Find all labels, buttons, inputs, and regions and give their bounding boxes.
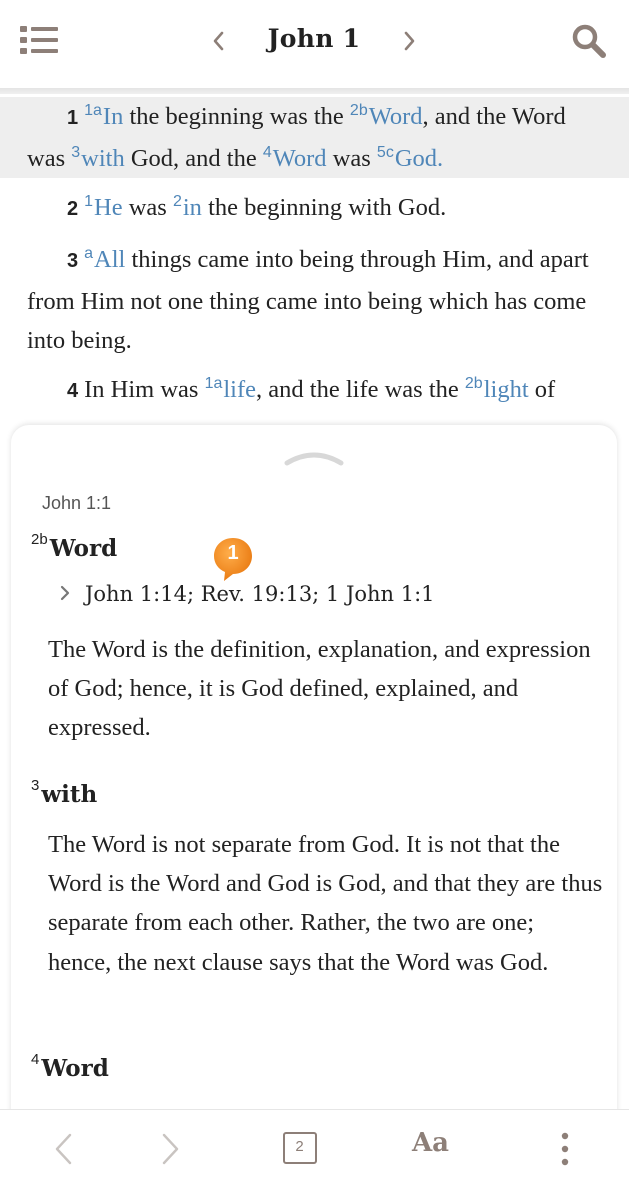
chevron-right-icon[interactable] (156, 1130, 184, 1168)
footnote-marker[interactable]: 1a (204, 375, 223, 392)
note-word: Word (49, 535, 118, 562)
note-marker: 2b (31, 531, 48, 548)
verse-text: God, and the (124, 144, 263, 172)
footnote-word[interactable]: in (182, 194, 202, 221)
footnote-marker[interactable]: 1 (84, 193, 94, 210)
tabs-count: 2 (295, 1138, 304, 1155)
verse-3[interactable] (27, 240, 602, 361)
notification-badge[interactable] (214, 537, 258, 583)
bottom-toolbar (0, 1109, 629, 1186)
note-heading (31, 1051, 109, 1082)
footnote-word[interactable]: light (483, 376, 529, 403)
font-settings-button[interactable]: Aa (412, 1128, 450, 1158)
tabs-button[interactable] (283, 1132, 317, 1164)
verse-number: 3 (67, 250, 79, 272)
note-marker: 3 (31, 777, 40, 794)
verse-text: , and the life was the (256, 376, 465, 403)
note-word: with (41, 781, 98, 808)
footnote-word[interactable]: God. (394, 144, 444, 172)
verse-text: the beginning was the (123, 103, 350, 130)
footnote-marker[interactable]: 2b (349, 102, 368, 119)
note-reference: John 1:1 (42, 493, 112, 513)
footnote-marker[interactable]: 2b (464, 375, 483, 392)
note-marker: 4 (31, 1051, 40, 1068)
more-vertical-icon[interactable] (556, 1130, 574, 1168)
note-word: Word (41, 1055, 109, 1082)
note-heading (31, 777, 97, 808)
footnotes-panel[interactable] (11, 425, 617, 1125)
footnote-word[interactable]: with (81, 144, 125, 172)
cross-references[interactable] (57, 582, 435, 606)
verse-2[interactable] (27, 188, 602, 230)
footnote-marker[interactable]: a (84, 245, 94, 262)
top-bar (0, 0, 629, 88)
verse-number: 4 (67, 380, 79, 402)
footnote-word[interactable]: All (94, 246, 126, 273)
verse-text: things came into being through Him, and apart from Him not one thing came into being which has come into being. (27, 246, 589, 354)
footnote-word[interactable]: Word (272, 144, 327, 172)
verse-text: of (528, 376, 556, 403)
chevron-right-icon (57, 584, 73, 602)
note-body: The Word is the definition, explanation, and expression of God; hence, it is God defined, explained, and expressed. (48, 636, 591, 742)
note-body: The Word is not separate from God. It is not that the Word is the Word and God is God, and that they are thus separate from each other. Rather, the two are one; hence, the next clause says that the Word was God. (48, 831, 603, 976)
verse-text: was (122, 194, 173, 221)
footnote-word[interactable]: life (223, 376, 257, 403)
list-icon[interactable] (20, 24, 58, 56)
footnote-word[interactable]: He (94, 194, 123, 221)
chevron-left-icon[interactable] (50, 1130, 78, 1168)
footnote-marker[interactable]: 5c (376, 143, 394, 161)
footnote-marker[interactable]: 3 (71, 143, 81, 161)
footnote-marker[interactable]: 1a (84, 102, 102, 119)
verse-number: 1 (67, 107, 79, 129)
verse-text: In Him was (84, 376, 205, 403)
footnote-word[interactable]: In (102, 103, 124, 130)
footnote-marker[interactable]: 2 (172, 193, 182, 210)
note-heading (31, 531, 117, 562)
verse-4[interactable] (27, 370, 602, 412)
verse-text: the beginning with God. (201, 194, 447, 221)
verse-text: was (326, 144, 377, 172)
verse-text: , and the Word was (27, 103, 566, 172)
badge-count: 1 (227, 542, 239, 564)
chevron-left-icon[interactable] (206, 26, 232, 56)
footnote-marker[interactable]: 4 (262, 143, 272, 161)
footnote-word[interactable]: Word (368, 103, 423, 130)
verse-number: 2 (67, 198, 79, 220)
drag-handle-icon[interactable] (283, 445, 345, 469)
chapter-title[interactable]: John 1 (267, 24, 361, 53)
chevron-right-icon[interactable] (396, 26, 422, 56)
search-icon[interactable] (570, 22, 608, 60)
cross-reference-list[interactable]: John 1:14; Rev. 19:13; 1 John 1:1 (85, 582, 435, 606)
header-divider (0, 88, 629, 94)
verse-1[interactable] (0, 97, 629, 178)
